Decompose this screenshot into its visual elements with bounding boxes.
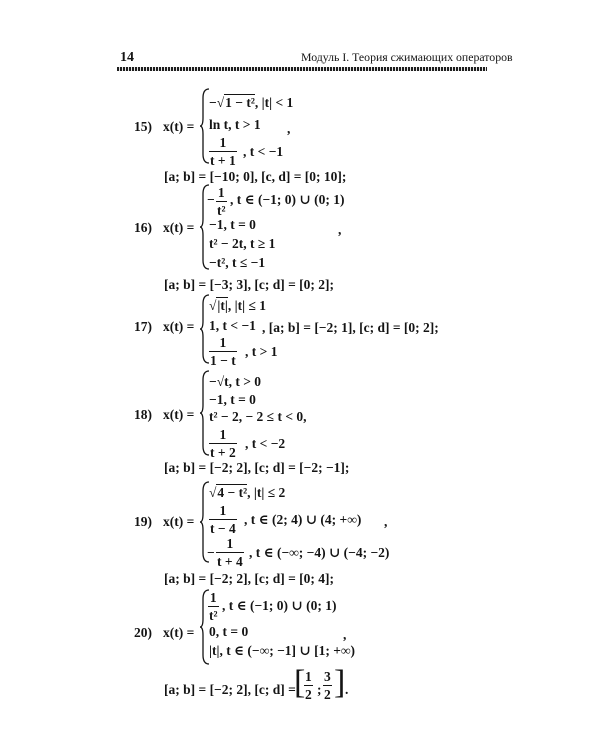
problem-label: 17) xyxy=(134,319,152,334)
case-1: √4 − t², |t| ≤ 2 xyxy=(209,485,286,500)
case-1-fraction: $\frac{1}{\text{t²}}$ xyxy=(209,590,218,623)
case-3: t² − 2, − 2 ≤ t < 0, xyxy=(209,409,307,424)
function-name: x(t) = xyxy=(163,119,195,134)
case-4-fraction: $\frac{1}{t + 2}$ xyxy=(210,427,236,460)
problem-label: 18) xyxy=(134,407,152,422)
case-2: 1, t < −1 xyxy=(209,318,256,333)
case-1: −√t, t > 0 xyxy=(209,374,262,389)
close-bracket: ] xyxy=(334,664,346,701)
interval: [a; b] = [−2; 2], [c; d] = [−2; −1]; xyxy=(164,460,350,475)
function-name: x(t) = xyxy=(163,407,195,422)
case-2: ln t, t > 1 xyxy=(209,117,261,132)
interval: [a; b] = [−3; 3], [c; d] = [0; 2]; xyxy=(164,277,335,292)
case-1: −√1 − t², |t| < 1 xyxy=(209,95,294,110)
case-3: t² − 2t, t ≥ 1 xyxy=(209,236,276,251)
interval: [a; b] = [−2; 2], [c; d] = [0; 4]; xyxy=(164,571,335,586)
bound-high: $\frac{3}{2}$ xyxy=(324,669,331,702)
case-3: |t|, t ∈ (−∞; −1] ∪ [1; +∞) xyxy=(209,643,356,658)
case-2: −1, t = 0 xyxy=(209,392,256,407)
case-3-fraction: $\frac{1}{t + 1}$ xyxy=(210,135,236,168)
trailing-comma: , xyxy=(287,121,291,136)
header-rule xyxy=(117,67,487,71)
function-name: x(t) = xyxy=(163,625,195,640)
case-1-condition: , t ∈ (−1; 0) ∪ (0; 1) xyxy=(230,192,345,207)
case-2: 0, t = 0 xyxy=(209,624,249,639)
final-period: . xyxy=(345,682,349,697)
case-2-condition: , t ∈ (2; 4) ∪ (4; +∞) xyxy=(244,512,362,527)
case-1-minus: − xyxy=(207,192,215,207)
function-name: x(t) = xyxy=(163,220,195,235)
case-1-condition: , t ∈ (−1; 0) ∪ (0; 1) xyxy=(222,598,337,613)
problem-label: 15) xyxy=(134,119,152,134)
trailing-comma: , xyxy=(384,514,388,529)
problem-label: 16) xyxy=(134,220,152,235)
open-bracket: [ xyxy=(294,664,306,701)
interval: [a; b] = [−10; 0], [c, d] = [0; 10]; xyxy=(164,169,347,184)
case-4: −t², t ≤ −1 xyxy=(209,255,266,270)
problem-label: 20) xyxy=(134,625,152,640)
trailing-comma: , xyxy=(338,222,342,237)
case-1: √|t|, |t| ≤ 1 xyxy=(209,298,266,313)
case-4-condition: , t < −2 xyxy=(245,436,286,451)
problem-label: 19) xyxy=(134,514,152,529)
function-name: x(t) = xyxy=(163,319,195,334)
case-3-minus: − xyxy=(207,545,215,560)
case-3-condition: , t < −1 xyxy=(243,144,284,159)
case-2: −1, t = 0 xyxy=(209,217,256,232)
case-3-condition: , t ∈ (−∞; −4) ∪ (−4; −2) xyxy=(249,545,390,560)
function-name: x(t) = xyxy=(163,514,195,529)
case-2-fraction: $\frac{1}{t - 4}$ xyxy=(210,503,236,536)
case-3-fraction: $\frac{1}{t + 4}$ xyxy=(217,536,243,569)
interval: , [a; b] = [−2; 1], [c; d] = [0; 2]; xyxy=(262,320,439,335)
running-title: Модуль I. Теория сжимающих операторов xyxy=(301,50,513,64)
page-number: 14 xyxy=(120,50,134,65)
interval-prefix: [a; b] = [−2; 2], [c; d] = xyxy=(164,682,296,697)
bound-separator: ; xyxy=(317,682,322,697)
case-3-condition: , t > 1 xyxy=(245,344,278,359)
case-3-fraction: $\frac{1}{1 - t}$ xyxy=(210,335,236,368)
trailing-comma: , xyxy=(343,627,347,642)
bound-low: $\frac{1}{2}$ xyxy=(305,669,312,702)
case-1-fraction: $\frac{1}{\text{t²}}$ xyxy=(217,185,226,218)
